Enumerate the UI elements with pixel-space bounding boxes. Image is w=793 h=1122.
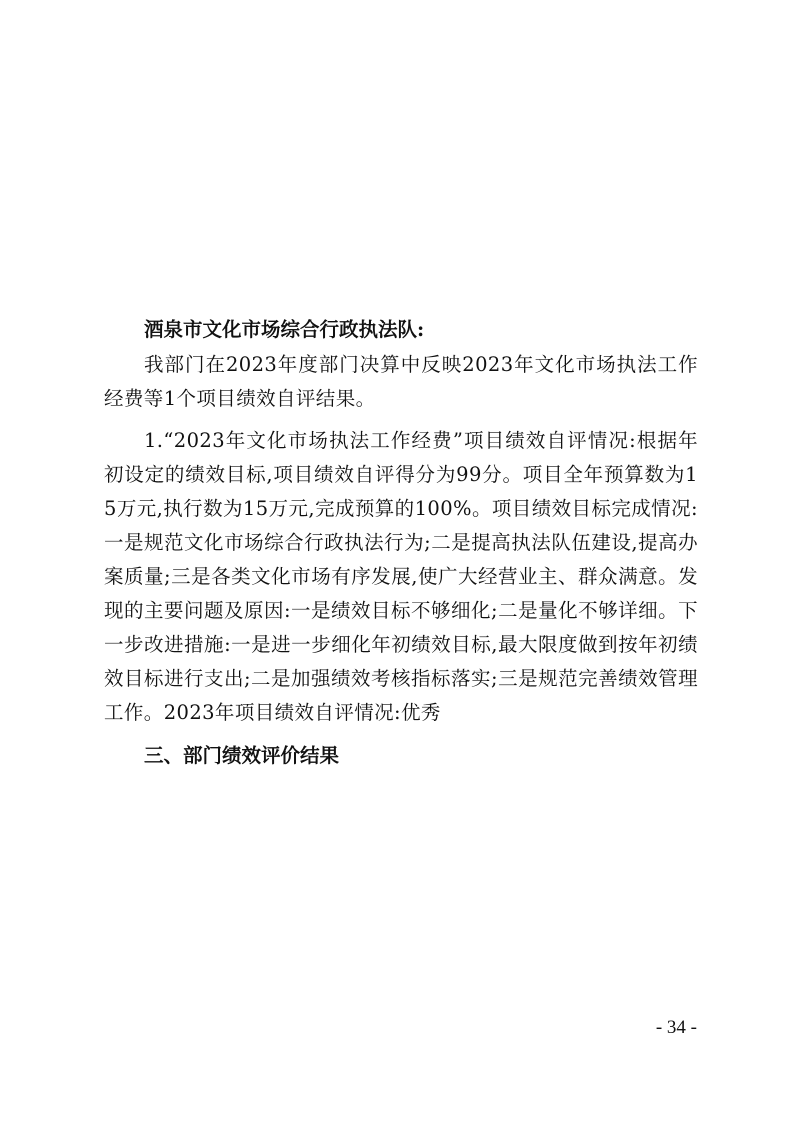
organization-heading: 酒泉市文化市场综合行政执法队: [144,318,425,341]
document-body [104,314,698,771]
section-heading-department-evaluation: 三、部门绩效评价结果 [144,744,340,767]
project-evaluation-paragraph: 1.“2023年文化市场执法工作经费”项目绩效自评情况:根据年初设定的绩效目标,项目绩效自评得分为99分。项目全年预算数为15万元,执行数为15万元,完成预算的100%。项目绩效目标完成情况:一是规范文化市场综合行政执法行为;二是提高执法队伍建设,提高办案质量;三是各类文化市场有序发展,使广大经营业主、群众满意。发现的主要问题及原因:一是绩效目标不够细化;二是量化不够详细。下一步改进措施:一是进一步细化年初绩效目标,最大限度做到按年初绩效目标进行支出;二是加强绩效考核指标落实;三是规范完善绩效管理工作。2023年项目绩效自评情况:优秀 [104,429,698,724]
page-number: - 34 - [655,1017,697,1038]
intro-paragraph: 我部门在2023年度部门决算中反映2023年文化市场执法工作经费等1个项目绩效自评结果。 [104,353,698,410]
